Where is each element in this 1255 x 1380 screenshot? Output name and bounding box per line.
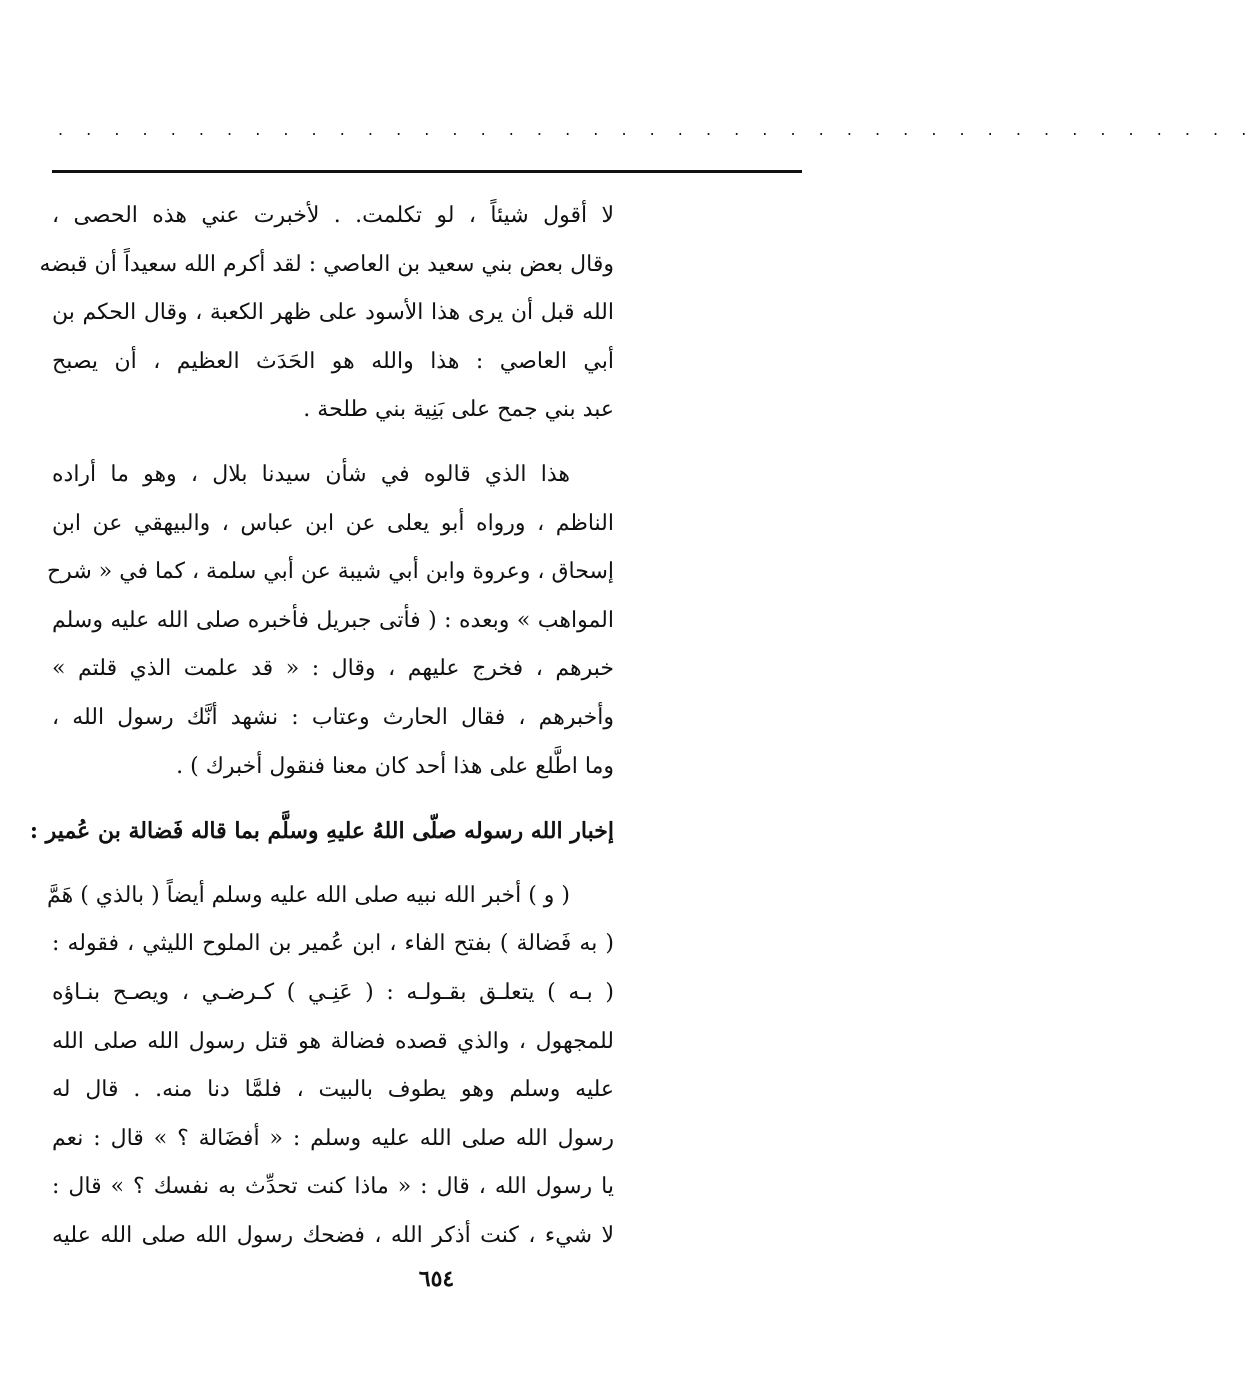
paragraph-3 xyxy=(46,872,614,1261)
text-line: ( به فَضالة ) بفتح الفاء ، ابن عُمير بن الملوح الليثي ، فقوله : xyxy=(52,931,614,957)
text-line: وقال بعض بني سعيد بن العاصي : لقد أكرم الله سعيداً أن قبضه xyxy=(39,251,614,277)
text-line: للمجهول ، والذي قصده فضالة هو قتل رسول الله صلى الله xyxy=(52,1028,614,1054)
section-heading: إخبار الله رسوله صلّى اللهُ عليهِ وسلَّم بما قاله فَضالة بن عُمير : xyxy=(29,818,614,845)
text-line: المواهب » وبعده : ( فأتى جبريل فأخبره صلى الله عليه وسلم xyxy=(52,607,614,633)
paragraph-2 xyxy=(46,451,614,791)
page-number: ٦٥٤ xyxy=(418,1266,455,1292)
text-line: إسحاق ، وعروة وابن أبي شيبة عن أبي سلمة ، كما في « شرح xyxy=(46,559,614,585)
text-line: وأخبرهم ، فقال الحارث وعتاب : نشهد أنَّك رسول الله ، xyxy=(52,704,614,730)
text-line: يا رسول الله ، قال : « ماذا كنت تحدِّث به نفسك ؟ » قال : xyxy=(52,1174,614,1200)
text-line: عبد بني جمح على بَنِية بني طلحة . xyxy=(303,397,614,423)
text-line: أبي العاصي : هذا والله هو الحَدَث العظيم ، أن يصبح xyxy=(52,348,614,374)
header-dotted-line: . . . . . . . . . . . . . . . . . . . . . . . . . . . . . . . . . . . . . . . . . . . xyxy=(58,120,1255,139)
text-line: الناظم ، ورواه أبو يعلى عن ابن عباس ، والبيهقي عن ابن xyxy=(52,510,614,536)
text-line: رسول الله صلى الله عليه وسلم : « أفضَالة ؟ » قال : نعم xyxy=(52,1125,614,1151)
section-heading-block xyxy=(29,807,614,856)
text-line: ( بـه ) يتعلـق بقـولـه : ( عَنِـي ) كـرضـي ، ويصـح بنـاؤه xyxy=(52,979,614,1005)
text-line: الله قبل أن يرى هذا الأسود على ظهر الكعبة ، وقال الحكم بن xyxy=(52,300,614,326)
text-line: لا شيء ، كنت أذكر الله ، فضحك رسول الله صلى الله عليه xyxy=(52,1222,614,1248)
text-line: ( و ) أخبر الله نبيه صلى الله عليه وسلم أيضاً ( بالذي ) هَمَّ xyxy=(46,882,570,908)
text-line: لا أقول شيئاً ، لو تكلمت. . لأخبرت عني هذه الحصى ، xyxy=(52,203,614,228)
paragraph-1 xyxy=(39,192,614,435)
text-line: عليه وسلم وهو يطوف بالبيت ، فلمَّا دنا منه. . قال له xyxy=(52,1077,614,1103)
page-body xyxy=(29,192,614,1260)
header-rule xyxy=(52,170,802,173)
text-line: وما اطَّلع على هذا أحد كان معنا فنقول أخبرك ) . xyxy=(176,753,614,779)
text-line: خبرهم ، فخرج عليهم ، وقال : « قد علمت الذي قلتم » xyxy=(52,656,614,682)
text-line: هذا الذي قالوه في شأن سيدنا بلال ، وهو ما أراده xyxy=(52,461,570,487)
